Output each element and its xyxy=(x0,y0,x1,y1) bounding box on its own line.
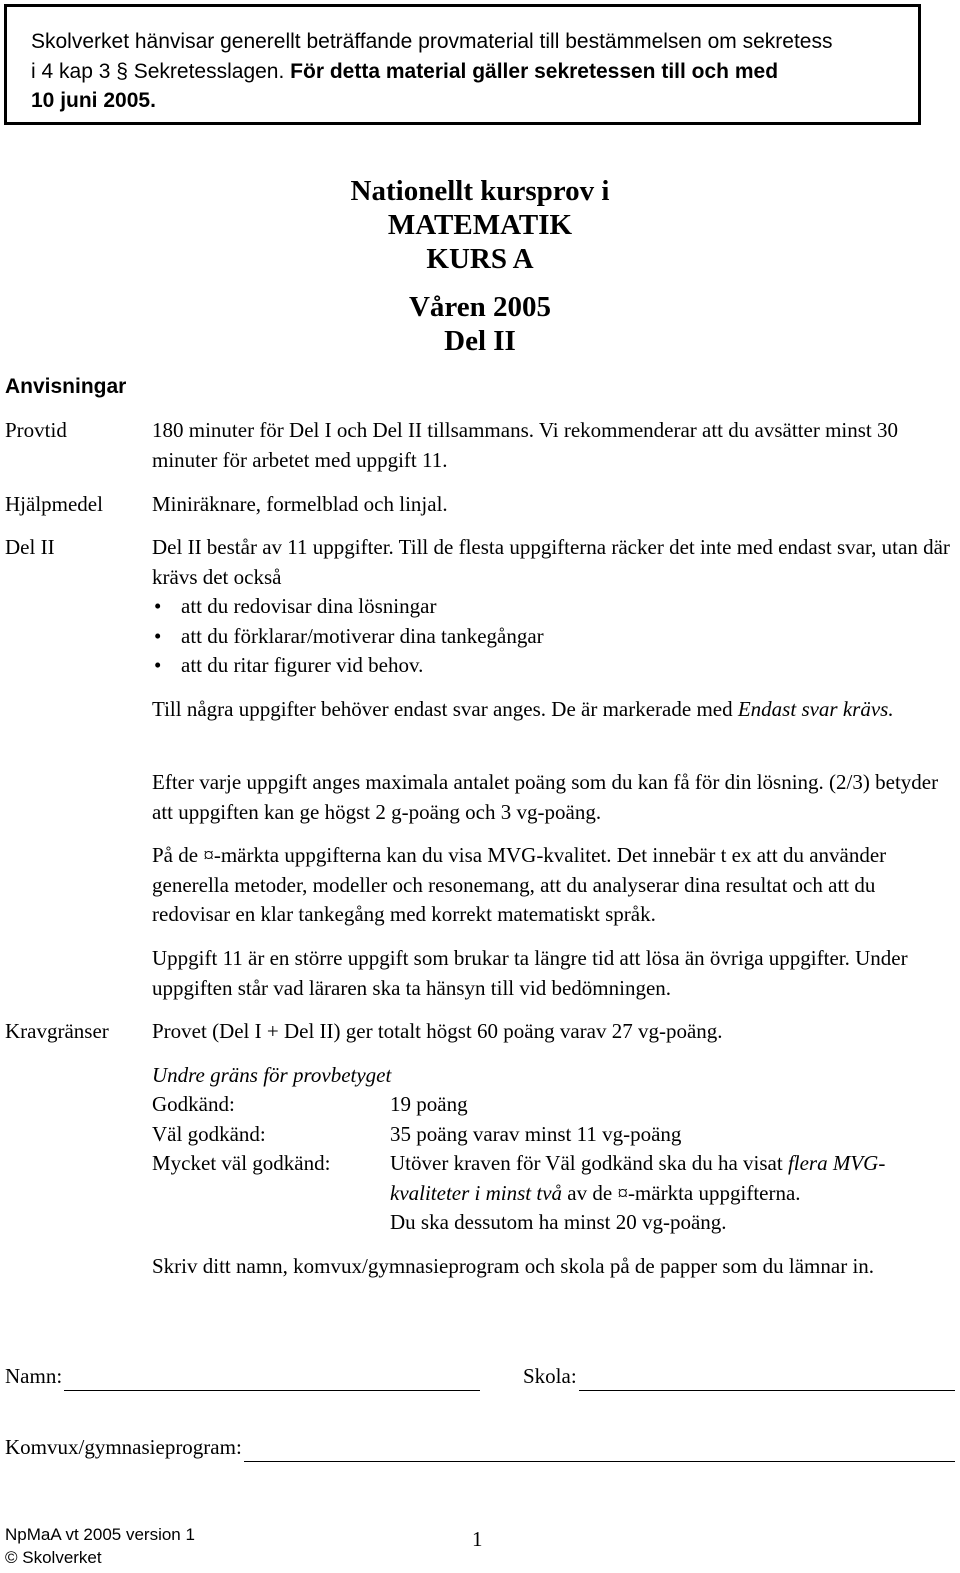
part-title: Del II xyxy=(444,325,516,357)
kravgranser-text: Provet (Del I + Del II) ger totalt högst 60 poäng varav 27 vg-poäng. xyxy=(152,1019,723,1043)
hjalpmedel-text: Miniräknare, formelblad och linjal. xyxy=(152,492,448,516)
footer-version: NpMaA vt 2005 version 1 xyxy=(5,1525,195,1544)
grade-subheading-text: Undre gräns för provbetyget xyxy=(152,1063,392,1087)
notice-line-3 xyxy=(31,86,894,116)
endast-svar-paragraph xyxy=(152,695,952,725)
grade-mvg-post: av de ¤-märkta uppgifterna. xyxy=(562,1180,801,1205)
program-field[interactable] xyxy=(5,1433,955,1462)
bullet-item: • att du ritar figurer vid behov. xyxy=(152,651,952,681)
grade-mvg-pre: Utöver kraven för Väl godkänd ska du ha visat xyxy=(390,1151,788,1175)
hjalpmedel-label: Hjälpmedel xyxy=(5,492,103,516)
notice-line-3-bold: 10 juni 2005. xyxy=(31,89,156,112)
program-field-line[interactable] xyxy=(244,1439,955,1462)
name-field-label: Namn: xyxy=(5,1364,63,1388)
instructions-heading: Anvisningar xyxy=(5,375,127,398)
del2-block xyxy=(152,533,952,681)
grade-vg-value: 35 poäng varav minst 11 vg-poäng xyxy=(390,1122,682,1146)
grade-mvg-value xyxy=(390,1149,950,1238)
notice-line-2-plain: i 4 kap 3 § Sekretesslagen. xyxy=(31,59,291,83)
title-line-2: MATEMATIK xyxy=(387,209,573,241)
notice-line-2-bold: För detta material gäller sekretessen till och med xyxy=(290,59,779,83)
school-field-line[interactable] xyxy=(579,1368,955,1391)
title-line-1: Nationellt kursprov i xyxy=(350,175,610,207)
title-line-3: KURS A xyxy=(426,243,534,275)
del2-intro: Del II består av 11 uppgifter. Till de flesta uppgifterna räcker det inte med endast svar, utan där krävs det också xyxy=(152,535,950,589)
endast-svar-italic: Endast svar krävs. xyxy=(737,697,894,721)
name-field[interactable] xyxy=(5,1362,480,1391)
term-title: Våren 2005 xyxy=(408,291,552,323)
provtid-label: Provtid xyxy=(5,418,67,442)
bullet-item: • att du förklarar/motiverar dina tankegångar xyxy=(152,622,952,652)
school-field-label: Skola: xyxy=(523,1364,577,1388)
grade-g-label: Godkänd: xyxy=(152,1092,235,1116)
notice-line-1: Skolverket hänvisar generellt beträffande provmaterial till bestämmelsen om sekretess xyxy=(31,30,833,53)
program-field-label: Komvux/gymnasieprogram: xyxy=(5,1435,242,1459)
bullet-item: • att du redovisar dina lösningar xyxy=(152,592,952,622)
page-number: 1 xyxy=(472,1527,483,1551)
endast-svar-text: Till några uppgifter behöver endast svar anges. De är markerade med xyxy=(152,697,738,721)
grade-g-value: 19 poäng xyxy=(390,1092,468,1116)
footer-copyright: © Skolverket xyxy=(5,1548,102,1567)
grade-vg-label: Väl godkänd: xyxy=(152,1122,266,1146)
name-field-line[interactable] xyxy=(64,1368,480,1391)
confidentiality-notice xyxy=(4,4,921,125)
del2-label: Del II xyxy=(5,535,55,559)
kravgranser-label: Kravgränser xyxy=(5,1019,109,1043)
del2-bullet-list xyxy=(152,592,952,681)
write-name-instruction: Skriv ditt namn, komvux/gymnasieprogram och skola på de papper som du lämnar in. xyxy=(152,1254,875,1278)
grade-mvg-label: Mycket väl godkänd: xyxy=(152,1151,331,1175)
grade-mvg-line3: Du ska dessutom ha minst 20 vg-poäng. xyxy=(390,1210,727,1234)
mvg-paragraph: På de ¤-märkta uppgifterna kan du visa MVG-kvalitet. Det innebär t ex att du använder generella metoder, modeller och resonemang, att du analyserar dina resultat och att du redovisar en klar tankegång med korrekt matematiskt språk. xyxy=(152,843,887,926)
points-paragraph: Efter varje uppgift anges maximala antalet poäng som du kan få för din lösning. (2/3) betyder att uppgiften kan ge högst 2 g-poäng och 3 vg-poäng. xyxy=(152,770,939,824)
grade-mvg-italic: flera MVG-kvaliteter i minst två xyxy=(390,1151,886,1205)
school-field[interactable] xyxy=(523,1362,955,1391)
grade-subheading xyxy=(152,1061,952,1091)
task11-paragraph: Uppgift 11 är en större uppgift som brukar ta längre tid att lösa än övriga uppgifter. Under uppgiften står vad läraren ska ta hänsyn till vid bedömningen. xyxy=(152,946,908,1000)
provtid-text: 180 minuter för Del I och Del II tillsammans. Vi rekommenderar att du avsätter minst 30 minuter för arbetet med uppgift 11. xyxy=(152,418,898,472)
notice-line-2 xyxy=(31,57,894,87)
